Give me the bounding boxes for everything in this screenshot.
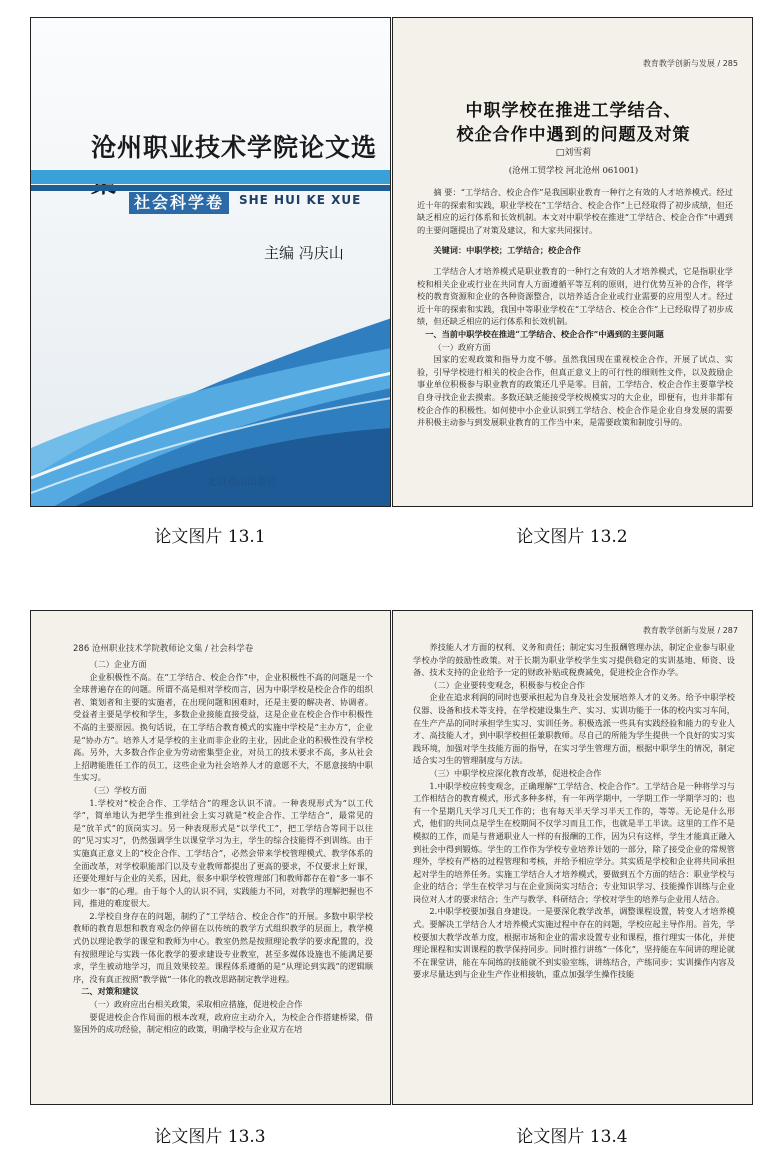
paragraph: 2.学校自身存在的问题，制约了“工学结合、校企合作”的开展。多数中职学校教师的教育思想和教育观念仍停留在以传统的教学方式组织教学的层面上，教学模式仍以理论教学的课堂和教师为中心。教室仍然是按照理论教学的要求配置的，没有按照理论与实践一体化教学的要求建设专业教室，甚至多媒体设施也不能满足要求，学生被动地学习，而且效果较差。课程体系遵循的是“从理论到实践”的逻辑顺序，没有真正按照“教学做”一体化的教改思路制定教学进程。 xyxy=(73,910,373,984)
caption-figure-4: 论文图片 13.4 xyxy=(516,1127,628,1147)
paragraph: 2.中职学校要加强自身建设。一是要深化教学改革，调整课程设置，转变人才培养模式。要解决工学结合人才培养模式实施过程中存在的问题，学校应起主导作用。首先，学校要加大教学改革力度，根据市场和企业的需求设置专业和课程，推行理实一体化，并使理论课程和实训课程的教学保持同步。同时推行讲练“一体化”，坚持能在车间讲的理论就不在课堂讲，能在车间练的技能就不到实验室练，讲练结合，产练同步；实训操作内容及要求尽量达到与企业生产作业相接轨，重点加强学生操作技能 xyxy=(413,906,735,980)
article-affiliation: (沧州工贸学校 河北沧州 061001) xyxy=(508,166,639,176)
running-head: 教育教学创新与发展 / 285 xyxy=(642,59,738,68)
abstract: 摘 要：“工学结合、校企合作”是我国职业教育一种行之有效的人才培养模式。经过近十年的探索和实践，职业学校在“工学结合、校企合作”上已经取得了初步成绩，但还缺乏相应的运行体系和长效机制。本文对中职学校在推进“工学结合、校企合作”中遇到的主要问题提出了对策及建议，和大家共同探讨。 xyxy=(417,187,733,235)
paragraph: 国家的宏观政策和指导力度不够。虽然我国现在重视校企合作，开展了试点、实验，引导学校进行相关的校企合作，但真正意义上的可行性的细则性文件，以及鼓励企事业单位积极参与职业教育的政策还几乎是零。目前，工学结合、校企合作主要靠学校自身寻找企业去摸索。多数还缺乏能接受学校规模实习的大企业，即便有，也并非都有校企合作的积极性。如何使中小企业认识到工学结合、校企合作是企业自身发展的需要并积极主动参与到发展职业教育的工作当中来，是需要政策和制度引导的。 xyxy=(417,354,733,428)
figure-4-article-page xyxy=(392,610,753,1105)
running-head: 286 沧州职业技术学院教师论文集 / 社会科学卷 xyxy=(73,644,254,654)
caption-figure-1: 论文图片 13.1 xyxy=(154,527,266,547)
subsection-heading: （一）政府应出台相关政策，采取相应措施，促进校企合作 xyxy=(89,999,303,1010)
section-heading: 一、当前中职学校在推进“工学结合、校企合作”中遇到的主要问题 xyxy=(425,328,664,339)
article-title-line-2: 校企合作中遇到的问题及对策 xyxy=(456,125,691,145)
subsection-heading: （二）企业要转变观念，积极参与校企合作 xyxy=(429,679,585,690)
article-body xyxy=(73,658,373,1036)
cover-title: 沧州职业技术学院论文选 xyxy=(91,133,378,162)
series-pinyin: SHE HUI KE XUE xyxy=(239,193,362,207)
paragraph: 要促进校企合作局面的根本改观，政府应主动介入，为校企合作搭建桥梁，借鉴国外的成功经验，制定相应的政策，明确学校与企业双方在培 xyxy=(73,1011,373,1035)
paragraph: 1.中职学校应转变观念，正确理解“工学结合、校企合作”。工学结合是一种将学习与工作相结合的教育模式，形式多种多样，有一年两学期中，一学期工作一学期学习的；也有一个星期几天学习几天工作的；也有每天半天学习半天工作的，等等。无论是什么形式，他们的共同点是学生在校期间不仅学习而且工作，也就是半工半读。这里的工作不是模拟的工作，而是与普通职业人一样的有报酬的工作，因为只有这样，学生才能真正融入到社会中得到锻炼。学生的工作作为学校专业培养计划的一部分，除了接受企业的常规管理外，学校有严格的过程管理和考核，并给予相应学分。其实质是学校和企业将共同承担起对学生的培养任务。实施工学结合人才培养模式，要做到五个方面的结合：职业学校与企业的结合；学生在校学习与在企业顶岗实习结合；专业知识学习、技能操作训练与企业岗位对人才的要求结合；生产与教学、科研结合；学校对学生的培养与企业用人结合。 xyxy=(413,780,735,904)
cover-band-light xyxy=(31,170,391,184)
figure-3-article-page xyxy=(30,610,391,1105)
subsection-heading: （一）政府方面 xyxy=(433,341,491,352)
publisher-name: 北京燕山出版社 xyxy=(207,477,277,488)
cover-band-dark xyxy=(31,185,391,191)
subsection-heading: （三）中职学校应深化教育改革，促进校企合作 xyxy=(429,767,602,778)
caption-figure-2: 论文图片 13.2 xyxy=(516,527,628,547)
paragraph: 企业积极性不高。在“工学结合、校企合作”中，企业积极性不高的问题是一个全球普遍存在的问题。所谓不高是相对学校而言，因为中职学校是校企合作的组织者、策划者和主要的实施者，在出现问题和困难时，还是主要的解决者、协调者。受益者主要是学校和学生，多数企业接能直接受益，这是企业在校企合作中积极性不高的主要原因。换句话说，在工学结合教育模式的实施中学校是“主办方”，企业是“协办方”。培养人才是学校的主业而非企业的主业，因此企业的积极性没有学校高。另外，大多数合作企业为劳动密集型企业，对员工的技术要求不高，多从社会上招聘能胜任工作的员工，这些企业为社会培养人才的意愿不大，不愿意接纳中职生实习。 xyxy=(73,671,373,783)
series-label: 社会科学卷 xyxy=(129,192,229,214)
article-body xyxy=(417,186,733,429)
paragraph: 工学结合人才培养模式是职业教育的一种行之有效的人才培养模式，它是指职业学校和相关企业或行业在共同育人方面遵循平等互利的原则，进行优势互补的合作，将学校的教育资源和企业的各种资源整合，以培养适合企业或行业需要的应用型人才。经过近十年的探索和实践，我国中等职业学校在“工学结合、校企合作”上已经取得了初步成绩，但还缺乏相应的运行体系和长效机制。 xyxy=(417,265,733,327)
caption-figure-3: 论文图片 13.3 xyxy=(154,1127,266,1147)
keywords: 关键词：中职学校；工学结合；校企合作 xyxy=(433,245,581,256)
subsection-heading: （三）学校方面 xyxy=(89,784,147,795)
figure-2-article-page xyxy=(392,17,753,507)
paragraph: 养技能人才方面的权利、义务和责任；制定实习生报酬管理办法，制定企业参与职业学校办学的鼓励性政策。对于长期为职业学校学生实习提供稳定的实训基地、师资、设备、技术支持的企业给予一定的财政补贴或税费减免，促进校企合作办学。 xyxy=(413,642,735,678)
article-title-line-1: 中职学校在推进工学结合、 xyxy=(465,101,682,121)
paragraph: 1.学校对“校企合作、工学结合”的理念认识不清。一种表现形式为“以工代学”，简单地认为把学生推到社会上实习就是“校企合作、工学结合”，最常见的是“放羊式”的顶岗实习。另一种表现形式是“以学代工”，把工学结合等同于以往的“见习实习”，仍然强调学生以课堂学习为主，学生的综合技能得不到训练。由于实施真正意义上的“校企合作、工学结合”，必然会带来学校管理模式、教学体系的全面改革，对学校职能部门以及专业教师都提出了更高的要求，不仅要求上好课，还要处理好与企业的关系，因此，很多中职学校管理部门和教师都存在着“多一事不如少一事”的心理。由于每个人的认识不同，实践能力不同，对教学的理解把握也不同，推进的难度很大。 xyxy=(73,797,373,909)
subsection-heading: （二）企业方面 xyxy=(89,659,147,669)
figure-1-book-cover xyxy=(30,17,391,507)
article-author: □刘雪莉 xyxy=(555,148,592,158)
running-head: 教育教学创新与发展 / 287 xyxy=(642,626,738,635)
article-body xyxy=(413,641,735,981)
cover-editor: 主编 冯庆山 xyxy=(264,244,344,262)
section-heading: 二、对策和建议 xyxy=(81,986,139,997)
paragraph: 企业在追求利润的同时也要承担起为自身及社会发展培养人才的义务。给予中职学校仪器、设备和技术等支持，在学校建设集生产、实习、实训功能于一体的校内实习车间，在生产产品的同时承担学生实习、实训任务。积极选派一些具有实践经验和能力的专业人才、高技能人才，到中职学校担任兼职教师。尽自己的所能为学生提供一个良好的实习实践环境，加强对学生技能方面的指导，在实习学生管理方面，根据中职学生的情况，制定适合实习生的管理制度与方法。 xyxy=(413,692,735,766)
